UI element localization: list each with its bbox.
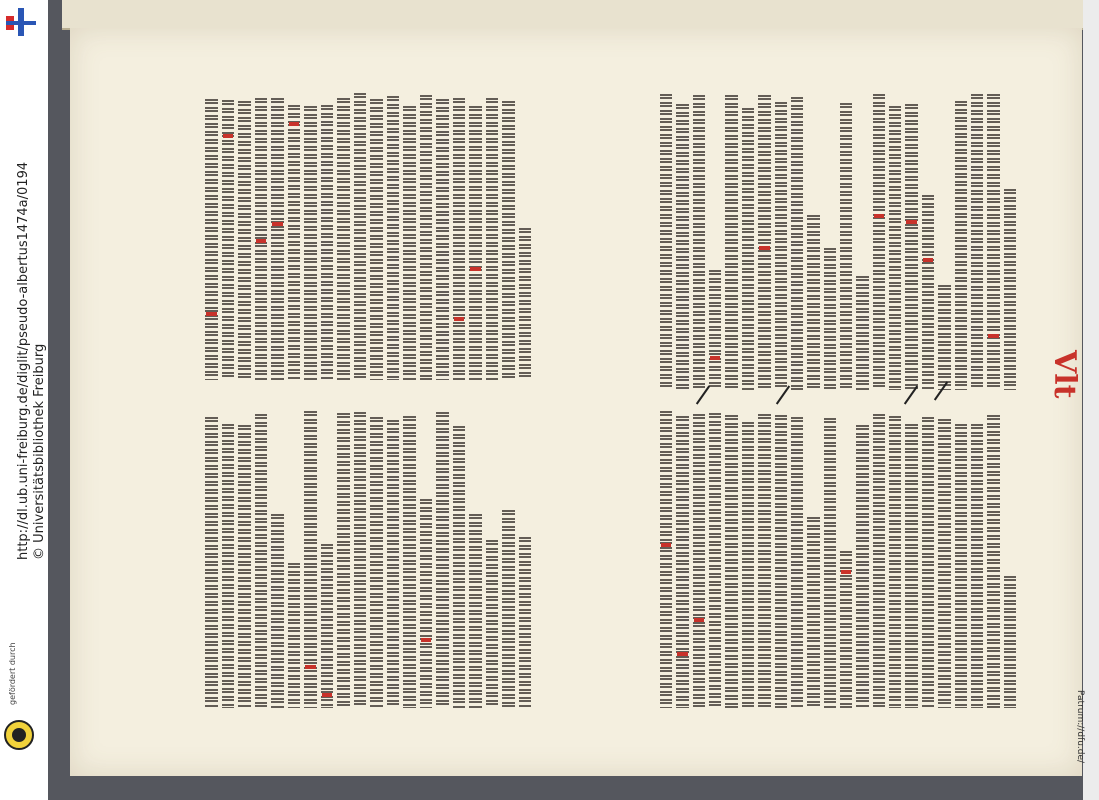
text-line [502, 510, 515, 708]
text-line [1004, 576, 1016, 708]
text-line [486, 98, 499, 380]
text-line [469, 514, 482, 708]
text-line [420, 95, 433, 380]
text-line [676, 416, 688, 708]
text-line [775, 415, 787, 708]
text-line [420, 499, 433, 708]
text-line [205, 417, 218, 708]
text-line [354, 412, 367, 708]
text-line [824, 248, 836, 390]
funded-by-label: gefördert durch [8, 642, 17, 705]
red-rubric-mark [421, 638, 432, 642]
text-line [387, 96, 400, 380]
text-line [502, 101, 515, 380]
text-line [873, 414, 885, 708]
text-column-top-left [205, 90, 535, 380]
text-line [856, 276, 868, 390]
manuscript-page [70, 28, 1082, 776]
text-line [938, 285, 950, 390]
text-line [370, 99, 383, 380]
facing-page-edge [62, 0, 1092, 30]
folio-mark: Vlt [1047, 350, 1082, 399]
text-line [840, 103, 852, 390]
text-line [758, 414, 770, 708]
text-line [387, 420, 400, 708]
text-line [403, 106, 416, 380]
text-line [709, 270, 721, 390]
text-line [971, 94, 983, 390]
text-line [873, 94, 885, 390]
red-rubric-mark [759, 246, 769, 250]
text-line [519, 228, 532, 380]
text-line [436, 412, 449, 708]
red-rubric-mark [256, 239, 267, 243]
text-line [791, 97, 803, 390]
text-line [403, 416, 416, 708]
dfg-seal-icon [4, 720, 34, 750]
red-rubric-mark [923, 258, 933, 262]
text-line [824, 418, 836, 708]
text-line [222, 100, 235, 380]
text-column-bottom-left [205, 408, 535, 708]
text-line [321, 105, 334, 380]
red-rubric-mark [454, 317, 465, 321]
text-line [238, 101, 251, 380]
text-line [205, 99, 218, 380]
text-line [807, 517, 819, 708]
text-line [905, 104, 917, 390]
text-line [889, 416, 901, 708]
red-rubric-mark [322, 693, 333, 697]
text-column-top-right [660, 90, 1020, 390]
text-line [469, 106, 482, 380]
text-line [791, 417, 803, 708]
red-rubric-mark [289, 122, 300, 126]
text-line [321, 544, 334, 708]
text-line [453, 426, 466, 708]
red-rubric-mark [677, 652, 687, 656]
red-rubric-mark [906, 220, 916, 224]
red-rubric-mark [272, 222, 283, 226]
red-rubric-mark [661, 543, 671, 547]
text-line [255, 414, 268, 708]
text-line [660, 411, 672, 708]
red-rubric-mark [223, 134, 234, 138]
text-line [955, 424, 967, 708]
text-line [905, 424, 917, 708]
text-line [304, 411, 317, 708]
text-line [288, 563, 301, 708]
red-rubric-mark [874, 214, 884, 218]
text-line [222, 424, 235, 708]
text-line [758, 95, 770, 390]
copyright-notice: © Universitätsbibliothek Freiburg [32, 343, 47, 560]
text-line [519, 537, 532, 708]
text-line [856, 425, 868, 708]
text-line [725, 95, 737, 390]
text-column-bottom-right [660, 408, 1020, 708]
text-line [807, 215, 819, 390]
text-line [987, 94, 999, 390]
text-line [709, 413, 721, 708]
text-line [288, 105, 301, 380]
text-line [304, 106, 317, 380]
red-rubric-mark [841, 570, 851, 574]
text-line [1004, 189, 1016, 390]
text-line [693, 414, 705, 708]
text-line [271, 98, 284, 380]
text-line [693, 95, 705, 390]
right-page-edge [1075, 0, 1099, 800]
library-logo [6, 8, 36, 36]
text-line [840, 551, 852, 708]
text-line [955, 101, 967, 390]
text-line [987, 415, 999, 708]
text-line [742, 422, 754, 708]
text-line [889, 106, 901, 390]
text-line [938, 419, 950, 708]
text-line [676, 104, 688, 390]
text-line [436, 99, 449, 380]
text-line [271, 514, 284, 708]
red-rubric-mark [305, 665, 316, 669]
source-url[interactable]: http://dl.ub.uni-freiburg.de/diglit/pseudo-albertus1474a/0194 [16, 161, 31, 560]
text-line [660, 94, 672, 390]
text-line [922, 417, 934, 708]
book-scan [48, 0, 1099, 800]
red-rubric-mark [694, 618, 704, 622]
text-line [370, 417, 383, 708]
text-line [486, 540, 499, 708]
text-line [453, 98, 466, 380]
text-line [775, 102, 787, 390]
red-rubric-mark [710, 356, 720, 360]
text-line [725, 415, 737, 708]
text-line [922, 195, 934, 390]
text-line [971, 424, 983, 708]
text-line [337, 98, 350, 380]
right-edge-label: Patrum://dfu.de/ [1075, 690, 1085, 764]
red-rubric-mark [206, 312, 217, 316]
red-rubric-mark [988, 334, 998, 338]
red-rubric-mark [470, 267, 481, 271]
text-line [238, 425, 251, 708]
text-line [742, 108, 754, 390]
text-line [337, 413, 350, 708]
text-line [354, 93, 367, 380]
